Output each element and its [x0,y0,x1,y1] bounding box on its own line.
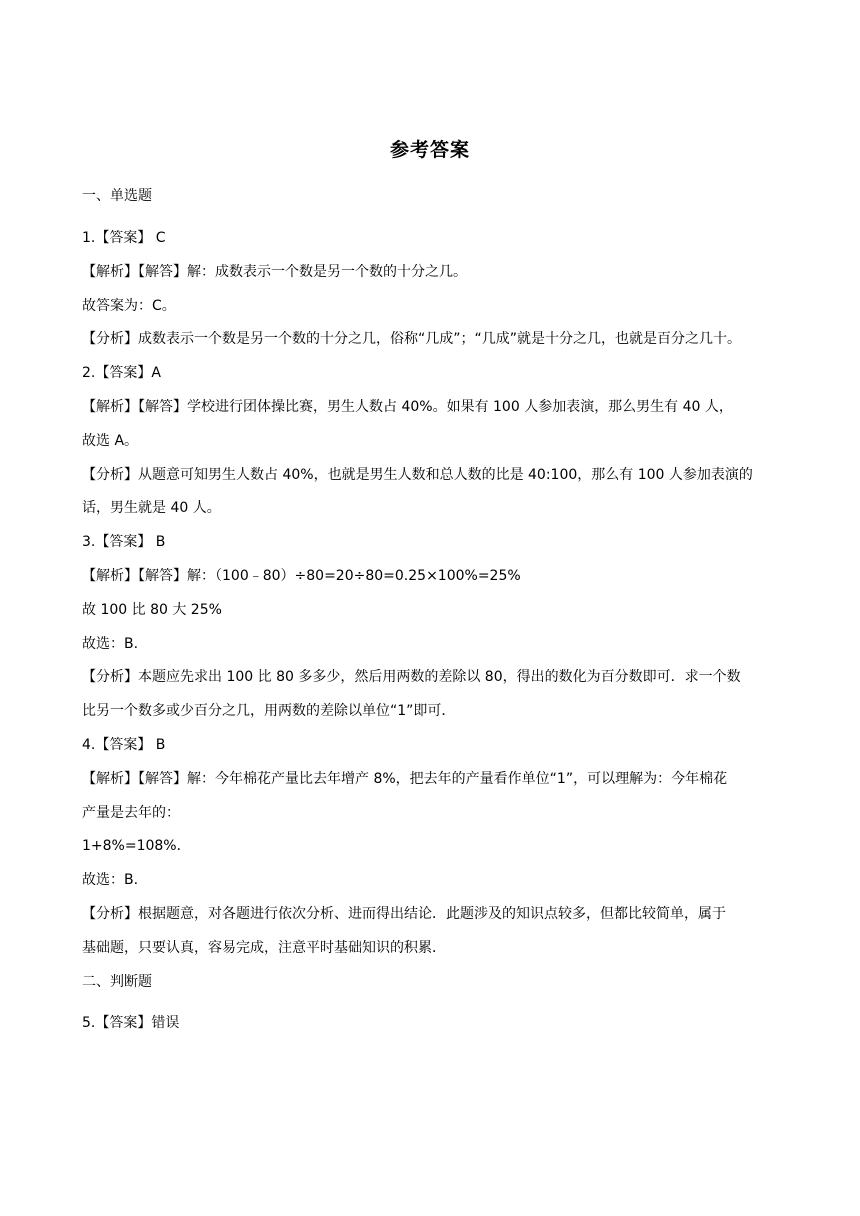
section-heading-single-choice: 一、单选题 [82,188,152,204]
answer-line-q1: 1.【答案】 C [82,230,166,246]
conclusion-line-q4: 故选：B. [82,872,139,888]
explanation-line-q1: 【解析】【解答】解：成数表示一个数是另一个数的十分之几。 [82,264,467,280]
explanation-line-q3-cont: 故 100 比 80 大 25% [82,602,222,618]
analysis-line-q2: 【分析】从题意可知男生人数占 40%，也就是男生人数和总人数的比是 40:100，那么有 100 人参加表演的 [82,467,753,483]
explanation-line-q3: 【解析】【解答】解：（100﹣80）÷80=20÷80=0.25×100%=25% [82,568,521,584]
answer-line-q5: 5.【答案】错误 [82,1015,180,1031]
answer-line-q2: 2.【答案】A [82,365,161,381]
conclusion-line-q1: 故答案为：C。 [82,298,176,314]
analysis-line-q4-cont: 基础题，只要认真，容易完成，注意平时基础知识的积累． [82,940,446,956]
explanation-line-q2-cont: 故选 A。 [82,433,139,449]
explanation-line-q4-cont: 产量是去年的： [82,805,180,821]
answer-line-q4: 4.【答案】 B [82,737,166,753]
analysis-line-q1: 【分析】成数表示一个数是另一个数的十分之几，俗称“几成”；“几成”就是十分之几，也就是百分之几十。 [82,331,742,347]
explanation-line-q4: 【解析】【解答】解：今年棉花产量比去年增产 8%，把去年的产量看作单位“1”，可以理解为：今年棉花 [82,771,728,787]
section-heading-true-false: 二、判断题 [82,974,152,990]
explanation-line-q2: 【解析】【解答】学校进行团体操比赛，男生人数占 40%。如果有 100 人参加表演，那么男生有 40 人， [82,399,733,415]
page-title: 参考答案 [389,139,470,161]
conclusion-line-q3: 故选：B. [82,636,139,652]
analysis-line-q4: 【分析】根据题意，对各题进行依次分析、进而得出结论．此题涉及的知识点较多，但都比较简单，属于 [82,906,726,922]
answer-line-q3: 3.【答案】 B [82,534,166,550]
formula-line-q4: 1+8%=108%． [82,838,191,854]
analysis-line-q3: 【分析】本题应先求出 100 比 80 多多少，然后用两数的差除以 80，得出的数化为百分数即可．求一个数 [82,669,741,685]
analysis-line-q3-cont: 比另一个数多或少百分之几，用两数的差除以单位“1”即可． [82,703,456,719]
analysis-line-q2-cont: 话，男生就是 40 人。 [82,500,221,516]
